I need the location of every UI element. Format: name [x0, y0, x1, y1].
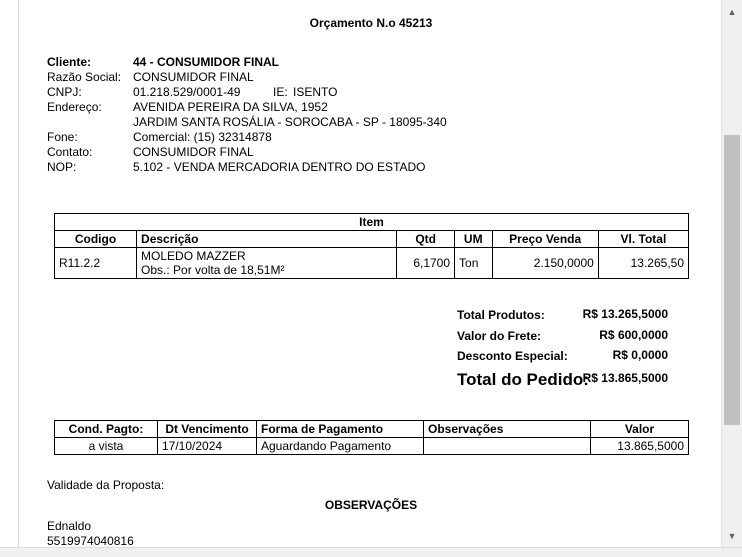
table-row: [55, 248, 689, 279]
fone-value: Comercial: (15) 32314878: [133, 130, 272, 144]
razao-value: CONSUMIDOR FINAL: [133, 70, 254, 84]
cliente-value: 44 - CONSUMIDOR FINAL: [133, 55, 280, 69]
col-qtd: Qtd: [397, 231, 455, 248]
cliente-label: Cliente:: [47, 55, 92, 69]
pay-obs: [424, 438, 591, 455]
items-columns-row: [55, 231, 689, 248]
total-produtos-value: R$ 13.265,5000: [582, 307, 668, 321]
observacao-nome: Ednaldo: [47, 519, 92, 533]
endereco-line-1: AVENIDA PEREIRA DA SILVA, 1952: [133, 100, 328, 114]
scroll-down-icon[interactable]: ▼: [727, 531, 737, 541]
fone-label: Fone:: [47, 130, 78, 144]
item-obs: Obs.: Por volta de 18,51M²: [141, 263, 285, 277]
observacao-telefone: 5519974040816: [47, 534, 134, 547]
vertical-scrollbar[interactable]: [721, 0, 742, 547]
items-table-title: Item: [55, 214, 689, 231]
col-total: Vl. Total: [598, 231, 688, 248]
scroll-up-icon[interactable]: ▲: [727, 7, 737, 17]
ie-label: IE:: [273, 85, 288, 99]
horizontal-scrollbar[interactable]: [0, 547, 742, 557]
cnpj-value: 01.218.529/0001-49: [133, 85, 241, 99]
col-descricao: Descrição: [137, 231, 397, 248]
item-um: Ton: [455, 248, 492, 279]
item-qtd: 6,1700: [397, 248, 455, 279]
col-observacoes: Observações: [424, 421, 591, 438]
observacoes-title: OBSERVAÇÕES: [324, 498, 418, 512]
pay-valor: 13.865,5000: [591, 438, 689, 455]
col-forma-pagamento: Forma de Pagamento: [257, 421, 424, 438]
ie-value: ISENTO: [293, 85, 338, 99]
payment-columns-row: [55, 421, 689, 438]
nop-value: 5.102 - VENDA MERCADORIA DENTRO DO ESTADO: [133, 160, 426, 174]
endereco-label: Endereço:: [47, 100, 102, 114]
col-um: UM: [455, 231, 492, 248]
item-preco: 2.150,0000: [492, 248, 598, 279]
valor-frete-value: R$ 600,0000: [599, 328, 668, 342]
contato-label: Contato:: [47, 145, 93, 159]
col-codigo: Codigo: [55, 231, 137, 248]
items-table: [54, 213, 689, 279]
validade-label: Validade da Proposta:: [47, 478, 165, 492]
left-margin-edge: [0, 0, 19, 547]
endereco-line-2: JARDIM SANTA ROSÁLIA - SOROCABA - SP - 18095-340: [133, 115, 447, 129]
desconto-label: Desconto Especial:: [457, 349, 568, 363]
col-valor: Valor: [591, 421, 689, 438]
col-preco: Preço Venda: [492, 231, 598, 248]
cnpj-label: CNPJ:: [47, 85, 82, 99]
pay-forma: Aguardando Pagamento: [257, 438, 424, 455]
items-header-row: [55, 214, 689, 231]
item-descricao: MOLEDO MAZZER: [141, 249, 246, 263]
valor-frete-label: Valor do Frete:: [457, 329, 542, 343]
document-title: Orçamento N.o 45213: [309, 16, 433, 30]
col-cond-pagto: Cond. Pagto:: [55, 421, 158, 438]
total-produtos-label: Total Produtos:: [457, 308, 545, 322]
scrollbar-thumb[interactable]: [724, 135, 740, 425]
razao-label: Razão Social:: [47, 70, 122, 84]
total-pedido-value: R$ 13.865,5000: [582, 371, 668, 385]
table-row: [55, 438, 689, 455]
col-dt-vencimento: Dt Vencimento: [158, 421, 257, 438]
nop-label: NOP:: [47, 160, 77, 174]
item-descricao-cell: [137, 248, 397, 279]
pay-venc: 17/10/2024: [158, 438, 257, 455]
total-pedido-label: Total do Pedido:: [457, 370, 589, 389]
payment-table: [54, 420, 689, 455]
pay-cond: a vista: [55, 438, 158, 455]
desconto-value: R$ 0,0000: [612, 348, 668, 362]
item-total: 13.265,50: [598, 248, 688, 279]
contato-value: CONSUMIDOR FINAL: [133, 145, 254, 159]
item-codigo: R11.2.2: [55, 248, 137, 279]
